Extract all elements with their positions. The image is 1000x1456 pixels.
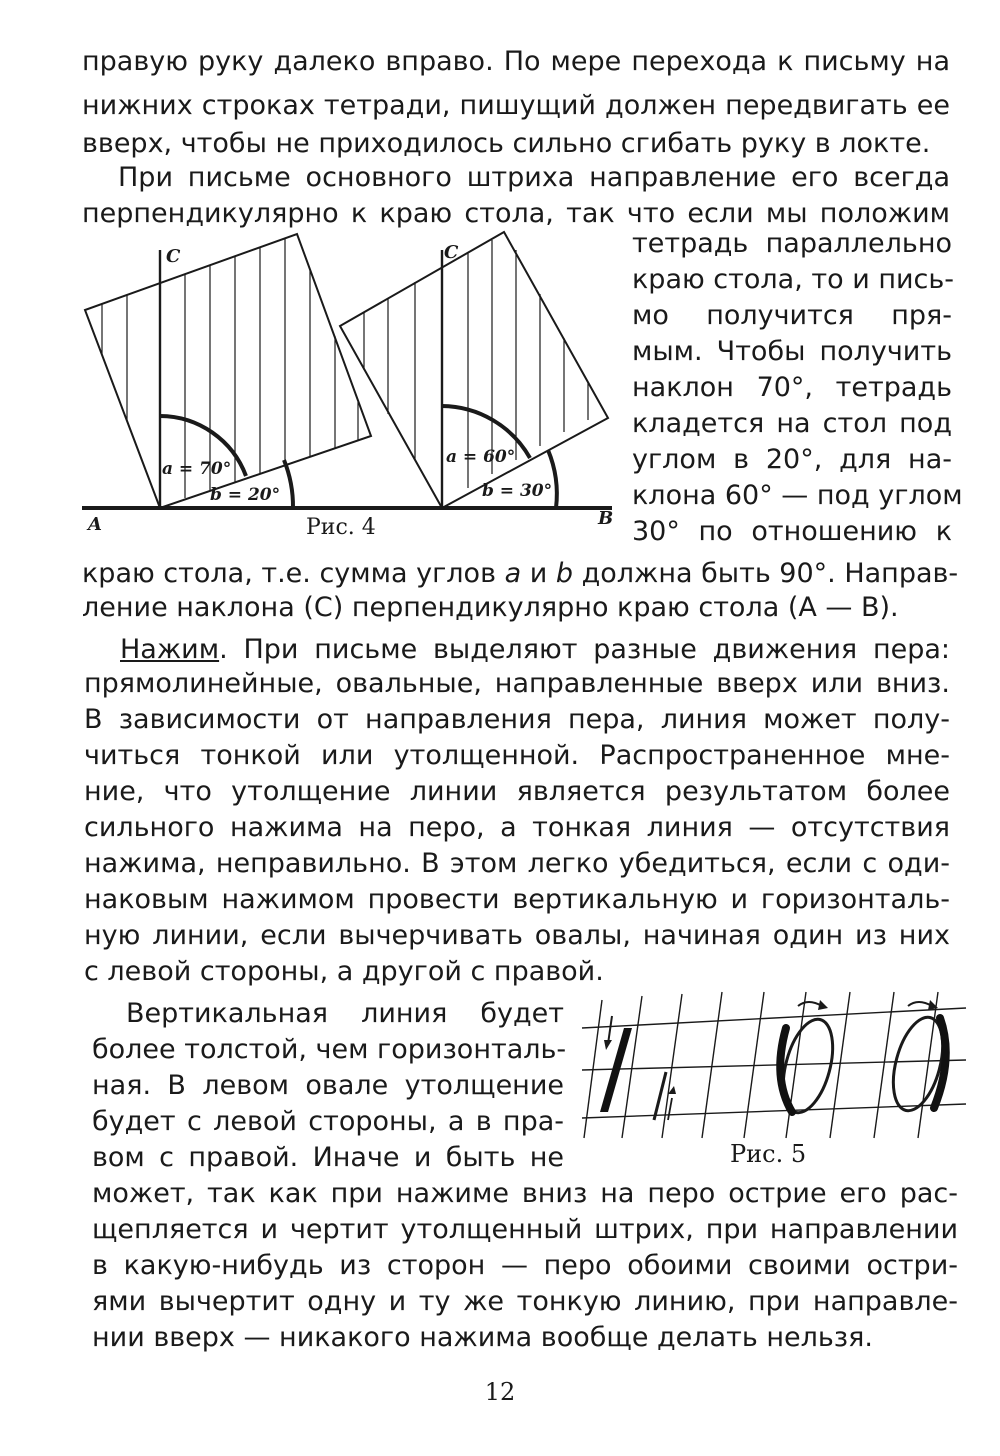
figure-5-diagram bbox=[574, 988, 974, 1174]
text-segment: должна быть 90°. Направ- bbox=[572, 558, 959, 589]
arc-b-left bbox=[284, 460, 293, 508]
text-line bbox=[120, 632, 950, 668]
text-line: 30° по отношению к bbox=[632, 516, 952, 547]
text-line: наклон 70°, тетрадь bbox=[632, 372, 952, 403]
text-line: Вертикальная линия будет bbox=[126, 998, 564, 1029]
text-line: мым. Чтобы получить bbox=[632, 336, 952, 367]
text-line: может, так как при нажиме вниз на перо острие его рас- bbox=[92, 1178, 958, 1209]
text-line bbox=[82, 556, 959, 592]
oval-left-arrow-head bbox=[818, 1000, 828, 1010]
text-line: вверх, чтобы не приходилось сильно сгибать руку в локте. bbox=[82, 128, 931, 159]
text-line: углом в 20°, для на- bbox=[632, 444, 952, 475]
figure-5-caption: Рис. 5 bbox=[730, 1140, 807, 1168]
text-line: с левой стороны, а другой с правой. bbox=[84, 956, 604, 987]
text-line: ная. В левом овале утолщение bbox=[92, 1070, 564, 1101]
text-line: нижних строках тетради, пишущий должен передвигать ее bbox=[82, 90, 950, 121]
text-segment: и bbox=[521, 558, 556, 589]
arrow-up-line bbox=[668, 1098, 672, 1120]
text-line: правую руку далеко вправо. По мере перехода к письму на bbox=[82, 46, 950, 77]
text-line: ями вычертит одну и ту же тонкую линию, при направле- bbox=[92, 1286, 958, 1317]
angle-b-symbol: b bbox=[555, 558, 573, 589]
text-line: ление наклона (С) перпендикулярно краю стола (А — В). bbox=[82, 592, 899, 623]
angle-label-b-right: b = 30° bbox=[482, 481, 553, 501]
angle-label-a-left: a = 70° bbox=[162, 459, 232, 479]
arrow-down-head bbox=[604, 1040, 612, 1050]
text-line: более толстой, чем горизонталь- bbox=[92, 1034, 567, 1065]
text-line: краю стола, то и пись- bbox=[632, 264, 955, 295]
page-number: 12 bbox=[484, 1378, 516, 1406]
text-line: мо получится пря- bbox=[632, 300, 952, 331]
text-line: сильного нажима на перо, а тонкая линия — отсутствия bbox=[84, 812, 950, 843]
angle-a-symbol: a bbox=[504, 558, 522, 589]
label-c-left: C bbox=[166, 246, 181, 267]
text-segment: . При письме выделяют разные движения пера: bbox=[219, 634, 950, 665]
text-line: в какую-нибудь из сторон — перо обоими своими остри- bbox=[92, 1250, 958, 1281]
text-line: ние, что утолщение линии является результатом более bbox=[84, 776, 950, 807]
text-line: щепляется и чертит утолщенный штрих, при направлении bbox=[92, 1214, 958, 1245]
text-line: В зависимости от направления пера, линия может полу- bbox=[84, 704, 950, 735]
text-line: При письме основного штриха направление его всегда bbox=[118, 162, 950, 193]
oval-right-arrow bbox=[908, 1002, 932, 1006]
text-line: клона 60° — под углом bbox=[632, 480, 963, 511]
label-a-point: A bbox=[88, 514, 102, 535]
text-line: нажима, неправильно. В этом легко убедиться, если с оди- bbox=[84, 848, 950, 879]
arrow-down-line bbox=[608, 1016, 612, 1044]
label-c-right: C bbox=[444, 242, 459, 263]
thin-upstroke bbox=[654, 1072, 666, 1120]
term-nazhim: Нажим bbox=[120, 634, 220, 665]
text-line: кладется на стол под bbox=[632, 408, 952, 439]
text-line: тетрадь параллельно bbox=[632, 228, 952, 259]
text-segment: краю стола, т.е. сумма углов bbox=[82, 558, 505, 589]
text-line: читься тонкой или утолщенной. Распространенное мне- bbox=[84, 740, 950, 771]
text-line: нии вверх — никакого нажима вообще делать нельзя. bbox=[92, 1322, 873, 1353]
text-line: прямолинейные, овальные, направленные вверх или вниз. bbox=[84, 668, 950, 699]
label-b-point: B bbox=[598, 508, 614, 529]
guide-lines-horizontal bbox=[582, 1008, 966, 1118]
angle-label-b-left: b = 20° bbox=[210, 485, 281, 505]
text-line: ную линии, если вычерчивать овалы, начиная один из них bbox=[84, 920, 950, 951]
figure-4-caption: Рис. 4 bbox=[306, 515, 376, 540]
text-line: перпендикулярно к краю стола, так что если мы положим bbox=[82, 198, 950, 229]
figure-4-diagram bbox=[78, 228, 634, 550]
text-line: будет с левой стороны, а в пра- bbox=[92, 1106, 564, 1137]
text-line: наковым нажимом провести вертикальную и горизонталь- bbox=[84, 884, 950, 915]
angle-label-a-right: a = 60° bbox=[446, 447, 516, 467]
oval-left-arrow bbox=[798, 1002, 822, 1006]
text-line: вом с правой. Иначе и быть не bbox=[92, 1142, 564, 1173]
